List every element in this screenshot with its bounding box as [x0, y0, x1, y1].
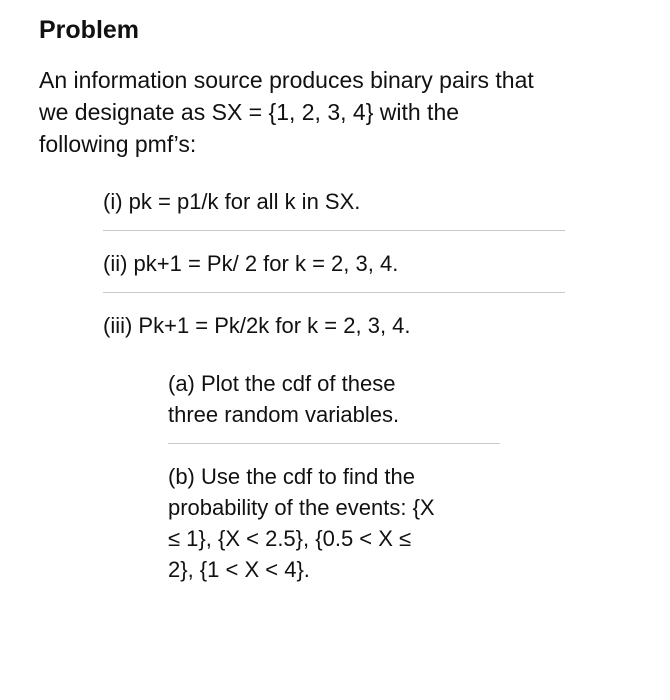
part-a-line-1: (a) Plot the cdf of these	[168, 371, 396, 396]
part-b	[168, 461, 513, 585]
part-b-line-3: ≤ 1}, {X < 2.5}, {0.5 < X ≤	[168, 526, 412, 551]
divider	[103, 230, 565, 231]
intro-line-2: we designate as SX = {1, 2, 3, 4} with the	[39, 99, 460, 125]
divider	[168, 443, 500, 444]
intro-line-1: An information source produces binary pairs that	[39, 67, 534, 93]
pmf-item-iii: (iii) Pk+1 = Pk/2k for k = 2, 3, 4.	[103, 313, 411, 338]
divider	[103, 292, 565, 293]
pmf-item-ii: (ii) pk+1 = Pk/ 2 for k = 2, 3, 4.	[103, 251, 399, 276]
problem-heading: Problem	[39, 16, 140, 44]
part-a	[168, 368, 513, 430]
part-b-line-4: 2}, {1 < X < 4}.	[168, 557, 310, 582]
part-b-line-2: probability of the events: {X	[168, 495, 435, 520]
pmf-item-i: (i) pk = p1/k for all k in SX.	[103, 189, 361, 214]
intro-line-3: following pmf’s:	[39, 131, 197, 157]
part-b-line-1: (b) Use the cdf to find the	[168, 464, 416, 489]
part-a-line-2: three random variables.	[168, 402, 400, 427]
problem-intro	[39, 64, 639, 160]
